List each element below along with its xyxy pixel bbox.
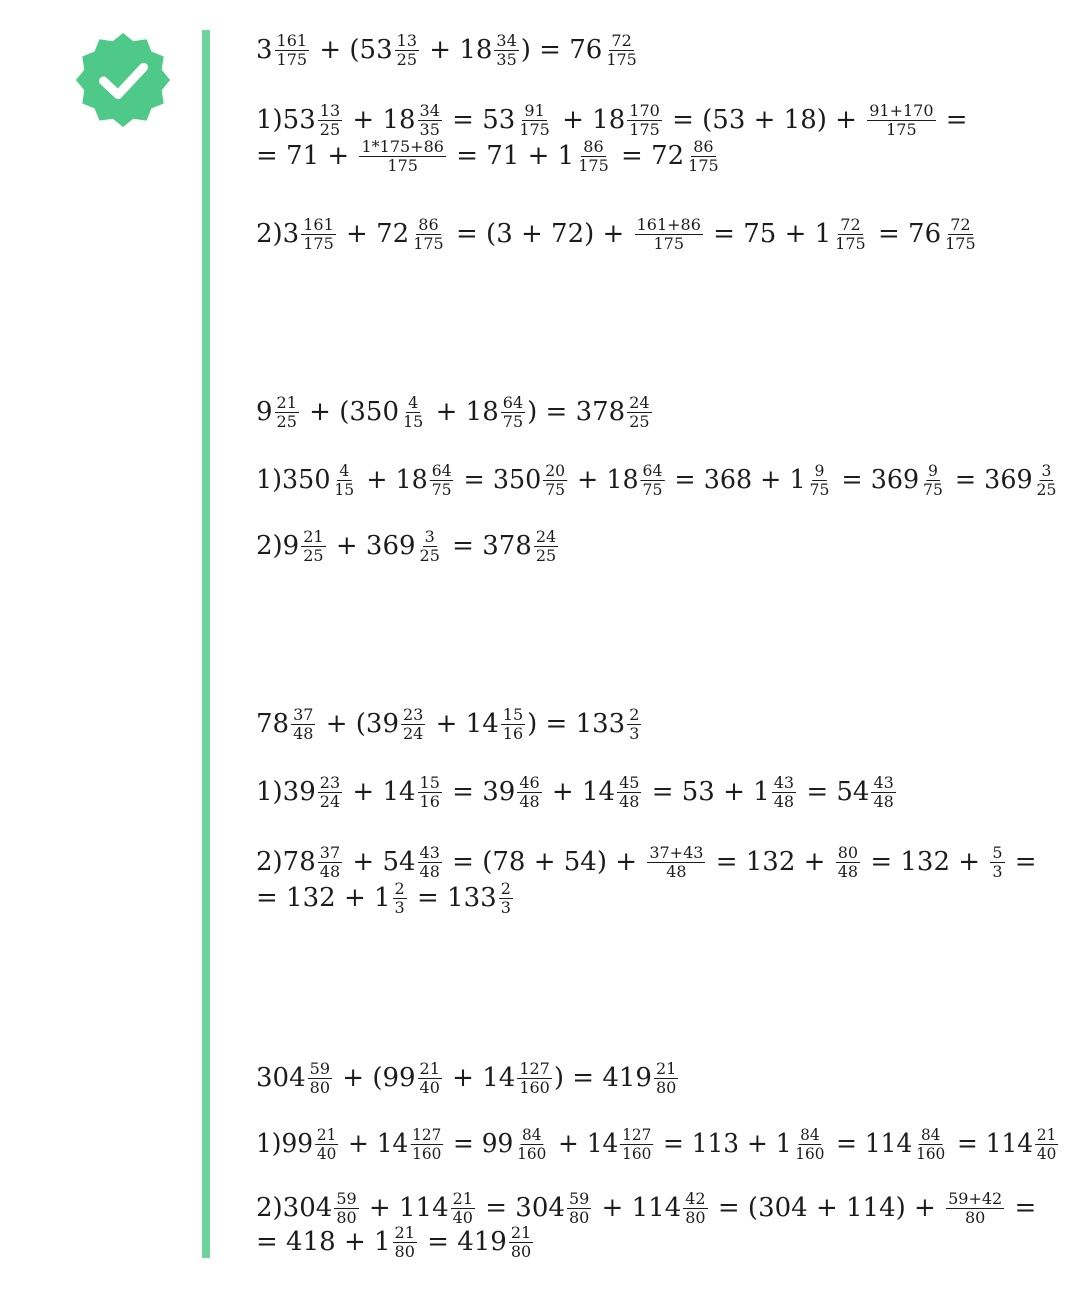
fraction	[627, 100, 662, 139]
fraction-denominator: 40	[316, 1143, 337, 1163]
fraction	[359, 136, 445, 175]
fraction-denominator: 75	[502, 411, 524, 431]
math-text: = 53	[443, 105, 516, 135]
fraction-denominator: 160	[916, 1143, 946, 1163]
math-text: + 18	[427, 397, 499, 427]
fraction	[647, 842, 705, 881]
fraction-denominator: 175	[629, 119, 660, 139]
math-text: = 99	[445, 1129, 514, 1159]
fraction-denominator: 48	[319, 861, 341, 881]
fraction-denominator: 175	[945, 233, 976, 253]
fraction-numerator: 5	[992, 842, 1003, 862]
fraction	[627, 392, 651, 431]
math-text: 2)304	[256, 1193, 333, 1223]
fraction	[401, 704, 425, 743]
fraction	[1035, 460, 1059, 499]
fraction	[683, 1188, 707, 1227]
fraction-denominator: 15	[403, 411, 424, 431]
fraction-numerator: 23	[319, 772, 341, 792]
math-text: = 133	[408, 883, 497, 913]
math-text: = 378	[443, 531, 532, 561]
fraction	[517, 772, 541, 811]
fraction-numerator: 21	[316, 1124, 337, 1144]
fraction-denominator: 175	[387, 155, 418, 175]
fraction	[1035, 1124, 1058, 1163]
fraction-numerator: 2	[394, 878, 405, 898]
fraction-numerator: 15	[502, 704, 524, 724]
fraction	[418, 100, 442, 139]
math-text: = 369	[946, 465, 1033, 495]
fraction-denominator: 48	[773, 791, 795, 811]
equation-line	[256, 876, 515, 920]
math-text: = 114	[828, 1129, 913, 1159]
fraction-denominator: 25	[1036, 479, 1057, 499]
fraction-denominator: 3	[394, 897, 405, 917]
math-text: + 114	[360, 1193, 449, 1223]
fraction-numerator: 43	[773, 772, 795, 792]
fraction-denominator: 175	[578, 155, 609, 175]
math-text: + 14	[427, 709, 499, 739]
fraction-denominator: 48	[666, 861, 687, 881]
fraction-denominator: 24	[403, 723, 424, 743]
math-text: = (53 + 18) +	[663, 105, 866, 135]
fraction-denominator: 3	[500, 897, 511, 917]
equation-line	[256, 1122, 1060, 1166]
math-text: + 18	[358, 465, 428, 495]
fraction-numerator: 80	[837, 842, 859, 862]
fraction-denominator: 16	[502, 723, 524, 743]
fraction-numerator: 9	[927, 460, 938, 480]
solution-content	[256, 0, 1056, 1299]
fraction	[318, 100, 342, 139]
fraction	[604, 30, 639, 69]
fraction-numerator: 15	[419, 772, 440, 792]
fraction-numerator: 91	[524, 100, 545, 120]
fraction-numerator: 59	[309, 1058, 330, 1078]
math-text: = 132 +	[707, 847, 834, 877]
equation-line	[256, 212, 980, 256]
fraction-denominator: 175	[886, 119, 917, 139]
fraction-numerator: 84	[920, 1124, 941, 1144]
math-text: + (99	[334, 1063, 416, 1093]
math-text: 1)99	[256, 1129, 314, 1159]
math-text: + (53	[311, 35, 393, 65]
math-text: = 72	[612, 141, 685, 171]
fraction	[418, 1058, 442, 1097]
fraction-numerator: 3	[1041, 460, 1052, 480]
fraction-numerator: 45	[619, 772, 640, 792]
fraction-denominator: 25	[419, 545, 440, 565]
fraction	[501, 704, 525, 743]
fraction-numerator: 34	[419, 100, 440, 120]
fraction	[393, 878, 407, 917]
fraction	[772, 772, 796, 811]
fraction	[499, 878, 513, 917]
fraction	[793, 1124, 826, 1163]
fraction-denominator: 160	[517, 1143, 547, 1163]
fraction-denominator: 80	[685, 1207, 706, 1227]
math-text: = 368 + 1	[666, 465, 806, 495]
fraction	[418, 842, 442, 881]
fraction-denominator: 40	[419, 1077, 440, 1097]
fraction	[275, 30, 310, 69]
fraction-denominator: 48	[519, 791, 540, 811]
fraction-numerator: 21	[1036, 1124, 1057, 1144]
math-text: =	[1006, 847, 1037, 877]
fraction	[509, 1222, 533, 1261]
fraction-numerator: 24	[629, 392, 650, 412]
fraction-denominator: 48	[619, 791, 640, 811]
math-text: = (3 + 72) +	[447, 219, 633, 249]
equation-line	[256, 1220, 535, 1264]
fraction-numerator: 170	[629, 100, 660, 120]
fraction-numerator: 3	[424, 526, 435, 546]
fraction-numerator: 21	[452, 1188, 473, 1208]
fraction-denominator: 80	[309, 1077, 330, 1097]
fraction-numerator: 64	[431, 460, 452, 480]
fraction	[627, 704, 641, 743]
fraction-denominator: 80	[568, 1207, 590, 1227]
fraction	[517, 1058, 552, 1097]
fraction-numerator: 127	[412, 1124, 442, 1144]
fraction	[871, 772, 895, 811]
fraction-denominator: 160	[795, 1143, 825, 1163]
fraction-numerator: 20	[545, 460, 566, 480]
fraction-denominator: 75	[545, 479, 566, 499]
fraction-denominator: 48	[837, 861, 859, 881]
fraction-numerator: 59	[336, 1188, 357, 1208]
fraction	[635, 214, 703, 253]
math-text: = 132 + 1	[256, 883, 391, 913]
fraction-numerator: 84	[522, 1124, 542, 1144]
fraction-numerator: 37	[319, 842, 341, 862]
fraction-numerator: 1*175+86	[361, 136, 444, 156]
fraction-numerator: 4	[408, 392, 419, 412]
fraction-denominator: 80	[394, 1241, 415, 1261]
fraction-denominator: 175	[276, 49, 308, 69]
math-text: = 419	[418, 1227, 507, 1257]
fraction-denominator: 175	[606, 49, 637, 69]
fraction	[301, 526, 325, 565]
fraction-numerator: 21	[394, 1222, 415, 1242]
fraction-numerator: 86	[693, 136, 714, 156]
fraction-denominator: 24	[319, 791, 341, 811]
math-text: + (350	[300, 397, 399, 427]
fraction-denominator: 75	[642, 479, 663, 499]
fraction-denominator: 75	[431, 479, 452, 499]
fraction	[943, 214, 978, 253]
fraction-denominator: 40	[452, 1207, 473, 1227]
math-text: + 14	[550, 1129, 619, 1159]
fraction-denominator: 75	[809, 479, 830, 499]
fraction	[654, 1058, 678, 1097]
fraction	[515, 1124, 548, 1163]
fraction-numerator: 86	[583, 136, 604, 156]
math-text: 78	[256, 709, 290, 739]
fraction-numerator: 9	[814, 460, 825, 480]
fraction-numerator: 21	[419, 1058, 440, 1078]
fraction	[641, 460, 665, 499]
fraction-denominator: 3	[629, 723, 640, 743]
fraction-denominator: 175	[303, 233, 334, 253]
fraction-denominator: 48	[293, 723, 314, 743]
fraction-denominator: 175	[688, 155, 719, 175]
math-text: + 18	[553, 105, 626, 135]
math-text: = 71 +	[256, 141, 358, 171]
fraction	[620, 1124, 653, 1163]
fraction-denominator: 3	[992, 861, 1003, 881]
fraction-denominator: 80	[655, 1077, 677, 1097]
fraction	[315, 1124, 338, 1163]
fraction-denominator: 80	[336, 1207, 357, 1227]
fraction	[430, 460, 454, 499]
fraction-numerator: 86	[418, 214, 439, 234]
fraction	[291, 704, 315, 743]
math-text: = 418 + 1	[256, 1227, 391, 1257]
math-text: 1)39	[256, 777, 316, 807]
fraction-numerator: 13	[319, 100, 341, 120]
fraction-numerator: 43	[873, 772, 894, 792]
fraction-numerator: 23	[403, 704, 424, 724]
badge-shape	[76, 33, 170, 127]
fraction-numerator: 64	[502, 392, 524, 412]
fraction	[808, 460, 832, 499]
math-text: ) = 76	[520, 35, 603, 65]
equation-line	[256, 390, 654, 434]
math-text: + 14	[344, 777, 416, 807]
fraction-numerator: 72	[950, 214, 971, 234]
math-text: = 304	[476, 1193, 565, 1223]
math-text: = 39	[443, 777, 516, 807]
fraction-numerator: 2	[629, 704, 640, 724]
fraction-denominator: 25	[303, 545, 324, 565]
fraction	[617, 772, 641, 811]
math-text: = 114	[949, 1129, 1034, 1159]
fraction-numerator: 46	[519, 772, 540, 792]
math-text: 3	[256, 35, 273, 65]
fraction	[401, 392, 425, 431]
equation-line	[256, 1056, 680, 1100]
fraction-denominator: 175	[519, 119, 550, 139]
fraction-denominator: 160	[622, 1143, 652, 1163]
fraction	[501, 392, 525, 431]
math-text: = (304 + 114) +	[709, 1193, 945, 1223]
fraction	[318, 772, 342, 811]
math-text: ) = 133	[527, 709, 626, 739]
math-text: 304	[256, 1063, 306, 1093]
fraction	[543, 460, 567, 499]
fraction	[836, 842, 860, 881]
fraction-numerator: 13	[396, 30, 417, 50]
math-text: = 71 + 1	[447, 141, 575, 171]
math-text: = 75 + 1	[704, 219, 832, 249]
fraction	[914, 1124, 947, 1163]
fraction-numerator: 84	[800, 1124, 820, 1144]
equation-line	[256, 702, 643, 746]
fraction-denominator: 25	[629, 411, 650, 431]
fraction-numerator: 2	[500, 878, 511, 898]
fraction	[921, 460, 945, 499]
fraction-numerator: 59+42	[948, 1188, 1003, 1208]
fraction-numerator: 21	[303, 526, 324, 546]
fraction	[418, 772, 442, 811]
fraction	[686, 136, 721, 175]
fraction-denominator: 160	[412, 1143, 442, 1163]
fraction	[867, 100, 935, 139]
math-text: = 54	[798, 777, 870, 807]
fraction	[318, 842, 342, 881]
fraction	[990, 842, 1004, 881]
fraction-numerator: 59	[568, 1188, 590, 1208]
math-text: 1)53	[256, 105, 316, 135]
math-text: = (78 + 54) +	[443, 847, 646, 877]
math-text: + 72	[337, 219, 410, 249]
math-text: + 18	[568, 465, 639, 495]
equation-line	[256, 134, 723, 178]
math-text: + 114	[593, 1193, 682, 1223]
fraction-denominator: 80	[964, 1207, 986, 1227]
fraction-denominator: 25	[396, 49, 417, 69]
math-text: = 369	[833, 465, 920, 495]
fraction	[301, 214, 336, 253]
fraction	[418, 526, 442, 565]
fraction-numerator: 21	[276, 392, 297, 412]
math-text: + 54	[344, 847, 416, 877]
fraction-numerator: 21	[655, 1058, 677, 1078]
fraction-denominator: 25	[276, 411, 297, 431]
math-text: 9	[256, 397, 273, 427]
fraction-denominator: 175	[413, 233, 444, 253]
equation-line	[256, 458, 1060, 502]
fraction	[494, 30, 518, 69]
fraction-denominator: 35	[496, 49, 517, 69]
fraction-numerator: 72	[611, 30, 632, 50]
fraction-numerator: 72	[840, 214, 861, 234]
fraction-numerator: 37+43	[649, 842, 704, 862]
math-text: = 113 + 1	[655, 1129, 792, 1159]
fraction	[833, 214, 868, 253]
fraction-denominator: 25	[535, 545, 557, 565]
math-text: + 14	[443, 1063, 516, 1093]
fraction-numerator: 161+86	[636, 214, 701, 234]
math-text: = 350	[455, 465, 542, 495]
math-text: 1)350	[256, 465, 331, 495]
fraction-denominator: 25	[319, 119, 341, 139]
fraction	[308, 1058, 332, 1097]
fraction	[517, 100, 552, 139]
fraction	[534, 526, 558, 565]
math-text: 2)78	[256, 847, 316, 877]
fraction-denominator: 75	[923, 479, 943, 499]
math-text: + 14	[543, 777, 616, 807]
fraction	[576, 136, 611, 175]
fraction-numerator: 42	[685, 1188, 706, 1208]
fraction-numerator: 34	[496, 30, 517, 50]
math-text: = 76	[869, 219, 942, 249]
math-text: 2)9	[256, 531, 300, 561]
fraction-numerator: 161	[276, 30, 308, 50]
math-text: 2)3	[256, 219, 300, 249]
equation-line	[256, 770, 898, 814]
fraction-denominator: 160	[519, 1077, 550, 1097]
fraction-numerator: 4	[339, 460, 350, 480]
fraction-denominator: 40	[1036, 1143, 1057, 1163]
fraction	[946, 1188, 1004, 1227]
fraction	[275, 392, 299, 431]
math-text: + 18	[344, 105, 416, 135]
fraction-numerator: 161	[303, 214, 334, 234]
fraction-numerator: 64	[642, 460, 663, 480]
fraction	[410, 1124, 443, 1163]
math-text: =	[1006, 1193, 1037, 1223]
verified-check-badge-icon	[74, 30, 172, 128]
equation-line	[256, 28, 641, 72]
math-text: ) = 378	[527, 397, 626, 427]
math-text: + 18	[421, 35, 493, 65]
fraction-denominator: 16	[419, 791, 440, 811]
fraction-numerator: 21	[510, 1222, 532, 1242]
math-text: ) = 419	[553, 1063, 652, 1093]
math-text: = 132 +	[862, 847, 989, 877]
fraction-denominator: 175	[653, 233, 685, 253]
accent-rail	[202, 30, 210, 1258]
math-text: =	[937, 105, 968, 135]
fraction	[332, 460, 356, 499]
fraction-denominator: 80	[510, 1241, 532, 1261]
fraction-numerator: 37	[293, 704, 314, 724]
fraction-numerator: 91+170	[869, 100, 934, 120]
fraction	[393, 1222, 417, 1261]
fraction-denominator: 175	[835, 233, 866, 253]
fraction-denominator: 48	[873, 791, 894, 811]
fraction-numerator: 43	[419, 842, 440, 862]
fraction-denominator: 35	[419, 119, 440, 139]
fraction-numerator: 127	[519, 1058, 550, 1078]
fraction-numerator: 24	[535, 526, 557, 546]
fraction-denominator: 48	[419, 861, 440, 881]
math-text: + (39	[317, 709, 399, 739]
math-text: + 369	[327, 531, 416, 561]
fraction-numerator: 127	[622, 1124, 652, 1144]
equation-line	[256, 524, 560, 568]
math-text: + 14	[340, 1129, 409, 1159]
fraction	[395, 30, 419, 69]
fraction	[567, 1188, 591, 1227]
math-text: = 53 + 1	[643, 777, 770, 807]
fraction-denominator: 15	[334, 479, 355, 499]
fraction	[411, 214, 446, 253]
